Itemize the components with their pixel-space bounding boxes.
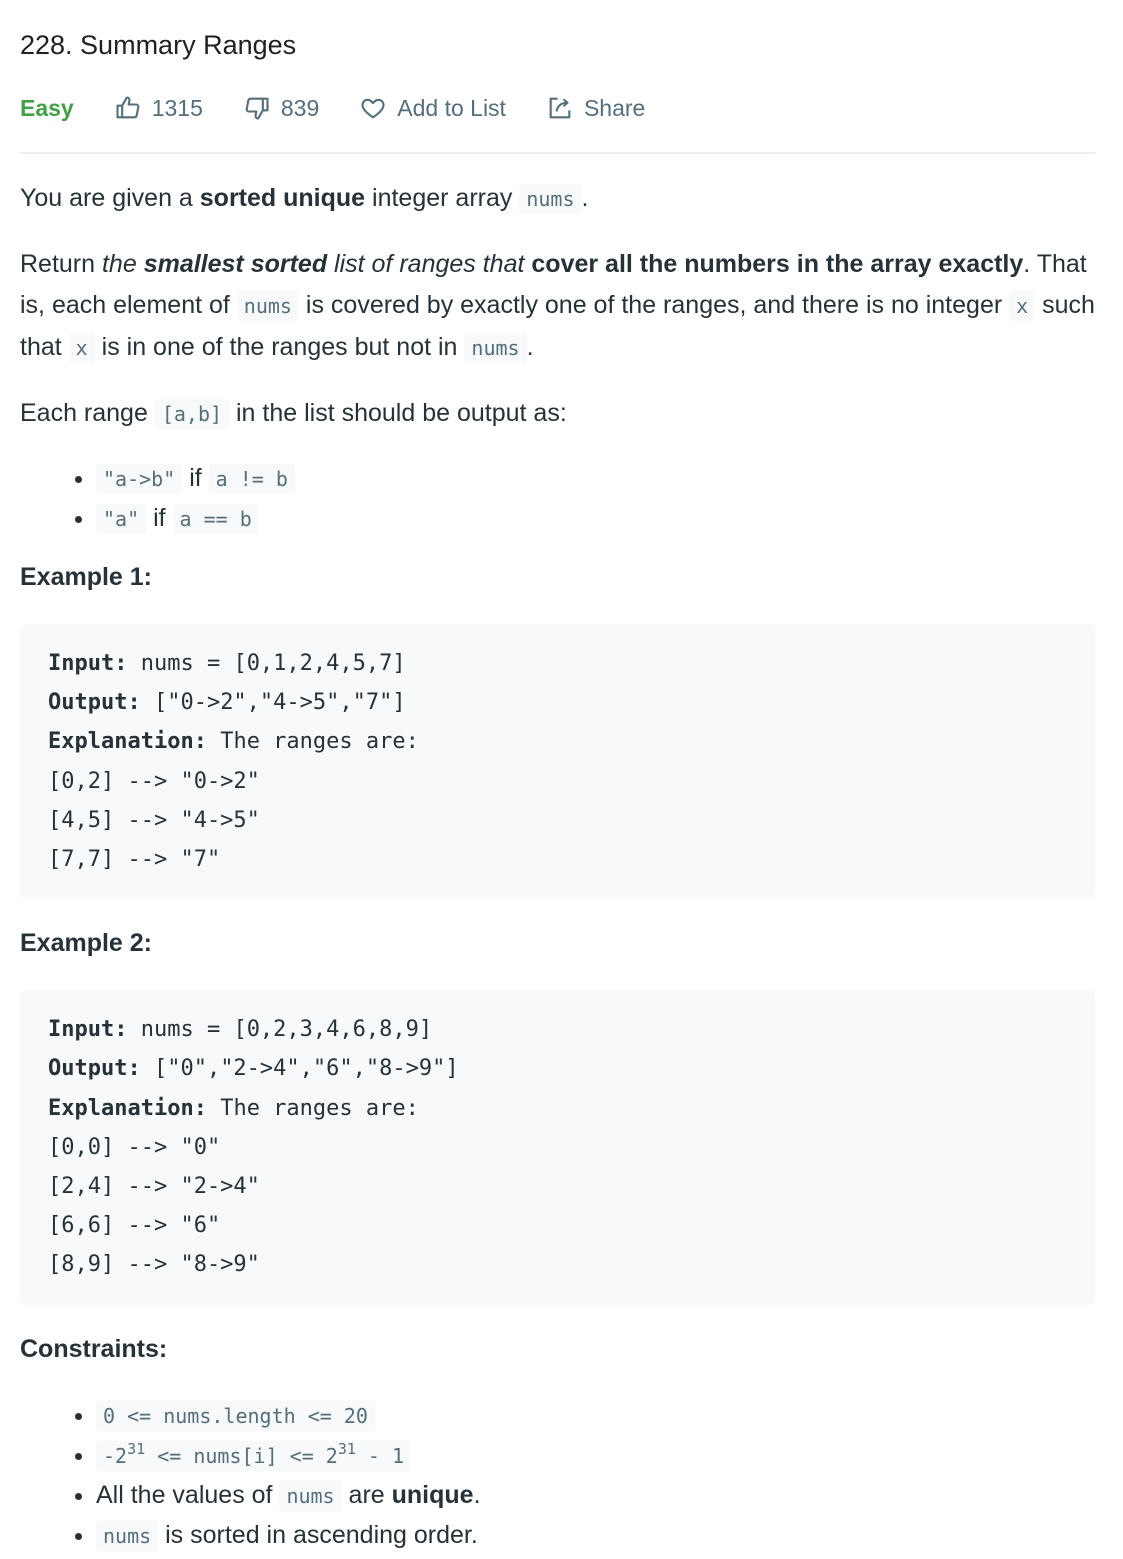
inline-code: "a->b": [96, 464, 182, 494]
explanation-text: The ranges are:: [206, 1095, 419, 1121]
difficulty-label: Easy: [20, 94, 74, 121]
text: is sorted in ascending order.: [158, 1520, 478, 1549]
like-button[interactable]: [114, 94, 203, 122]
text: .: [473, 1480, 481, 1509]
inline-code: x: [1009, 291, 1035, 321]
explanation-line: [2,4] --> "2->4": [48, 1174, 260, 1200]
constraints-list: [20, 1396, 1095, 1556]
share-label: Share: [583, 94, 646, 121]
text: in the list should be output as:: [229, 399, 567, 427]
constraint-item: [96, 1436, 1095, 1476]
list-item: [96, 499, 1095, 539]
text: such that: [20, 291, 1095, 361]
inline-code: [a,b]: [155, 399, 229, 429]
inline-code: nums: [237, 291, 299, 321]
input-label: Input:: [48, 1017, 128, 1043]
inline-code: x: [69, 333, 95, 363]
thumbs-down-icon: [243, 94, 271, 122]
explanation-label: Explanation:: [48, 729, 207, 755]
example-block: [20, 990, 1095, 1304]
output-value: ["0->2","4->5","7"]: [140, 690, 406, 716]
inline-code: nums: [96, 1521, 158, 1551]
problem-title: 228. Summary Ranges: [20, 30, 297, 60]
like-count: 1315: [151, 94, 203, 121]
input-value: nums = [0,1,2,4,5,7]: [127, 651, 406, 676]
text: - 1: [355, 1443, 405, 1468]
inline-code: [96, 1441, 411, 1471]
text: integer array: [365, 184, 520, 212]
explanation-line: [4,5] --> "4->5": [48, 807, 260, 833]
italic-text: list of ranges that: [327, 250, 532, 278]
bold-text: cover all the numbers in the array exactly: [531, 250, 1024, 278]
constraint-item: [96, 1396, 1095, 1436]
text: .: [581, 184, 589, 212]
constraint-item: [96, 1516, 1095, 1556]
output-label: Output:: [48, 690, 141, 716]
thumbs-up-icon: [114, 94, 142, 122]
text: -2: [103, 1443, 128, 1468]
constraints-heading: Constraints:: [20, 1334, 168, 1363]
text: is in one of the ranges but not in: [94, 333, 465, 361]
text: is covered by exactly one of the ranges, and there is no integer: [298, 291, 1010, 319]
inline-code: a != b: [209, 464, 295, 494]
share-icon: [546, 94, 574, 122]
format-list: [20, 459, 1095, 539]
explanation-label: Explanation:: [48, 1095, 207, 1121]
explanation-line: [7,7] --> "7": [48, 847, 221, 873]
description-paragraph: [20, 244, 1095, 369]
text: Each range: [20, 399, 155, 427]
bold-text: sorted unique: [199, 184, 366, 212]
description-paragraph: [20, 393, 1095, 435]
exponent: 31: [337, 1439, 356, 1458]
explanation-line: [8,9] --> "8->9": [48, 1252, 260, 1278]
inline-code: nums: [519, 184, 581, 214]
bold-italic-text: smallest sorted: [143, 250, 328, 278]
add-to-list-label: Add to List: [397, 94, 506, 121]
explanation-line: [0,2] --> "0->2": [48, 768, 260, 794]
add-to-list-button[interactable]: [359, 94, 506, 122]
output-value: ["0","2->4","6","8->9"]: [140, 1056, 459, 1082]
text: You are given a: [20, 184, 200, 212]
inline-code: 0 <= nums.length <= 20: [96, 1401, 375, 1431]
input-label: Input:: [48, 651, 128, 676]
dislike-count: 839: [280, 94, 320, 121]
divider: [20, 152, 1095, 154]
problem-meta-bar: [20, 88, 685, 128]
inline-code: nums: [464, 333, 526, 363]
example-block: [20, 624, 1095, 899]
share-button[interactable]: [546, 94, 645, 122]
inline-code: nums: [279, 1481, 341, 1511]
bold-text: unique: [391, 1480, 474, 1509]
problem-description: [20, 178, 1095, 1556]
dislike-button[interactable]: [243, 94, 319, 122]
constraint-item: [96, 1476, 1095, 1516]
output-label: Output:: [48, 1056, 141, 1082]
italic-text: the: [101, 250, 144, 278]
text: .: [526, 333, 534, 361]
text: if: [182, 464, 209, 492]
heart-icon: [359, 94, 387, 122]
text: All the values of: [96, 1480, 280, 1509]
example-heading: Example 1:: [20, 563, 153, 591]
inline-code: "a": [96, 504, 146, 534]
example-heading: Example 2:: [20, 929, 153, 958]
exponent: 31: [127, 1439, 146, 1458]
input-value: nums = [0,2,3,4,6,8,9]: [127, 1017, 433, 1043]
explanation-line: [0,0] --> "0": [48, 1134, 221, 1160]
explanation-line: [6,6] --> "6": [48, 1213, 221, 1239]
text: . That is, each element of: [20, 250, 1087, 319]
list-item: [96, 459, 1095, 499]
text: Return: [20, 250, 102, 278]
text: are: [341, 1480, 392, 1509]
text: if: [146, 504, 173, 532]
explanation-text: The ranges are:: [206, 729, 419, 755]
description-paragraph: [20, 178, 1095, 220]
inline-code: a == b: [173, 504, 259, 534]
text: <= nums[i] <= 2: [145, 1443, 338, 1468]
